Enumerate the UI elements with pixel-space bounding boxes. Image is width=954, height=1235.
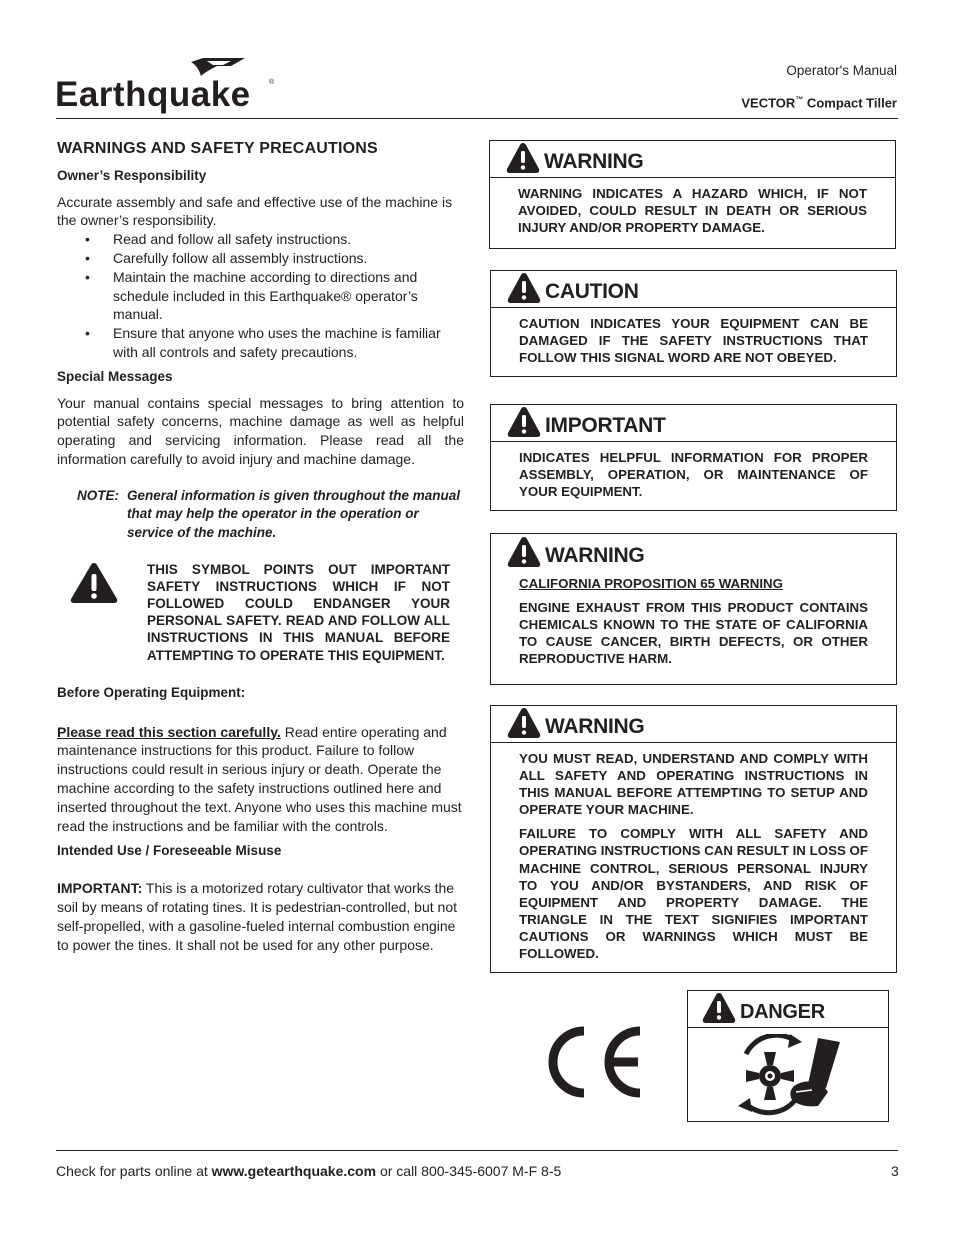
symbol-text: THIS SYMBOL POINTS OUT IMPORTANT SAFETY INSTRUCTIONS WHICH IF NOT FOLLOWED COULD ENDANGER YOUR PERSONAL SAFETY. READ AND FOLLOW ALL INSTRUCTIONS IN THIS MANUAL BEFORE ATTEMPTING TO OPERATE THIS EQUIPMENT. [147,561,450,663]
owner-heading: Owner’s Responsibility [57,167,207,183]
warning-triangle-icon [506,142,540,174]
box-text: INDICATES HELPFUL INFORMATION FOR PROPER ASSEMBLY, OPERATION, OR MAINTENANCE OF YOUR EQUIPMENT. [519,450,868,500]
box-title: CAUTION [545,280,639,303]
ce-mark-icon [542,1024,646,1100]
list-item: • Read and follow all safety instructions. [57,230,464,249]
box-text: WARNING INDICATES A HAZARD WHICH, IF NOT AVOIDED, COULD RESULT IN DEATH OR SERIOUS INJURY AND/OR PROPERTY DAMAGE. [518,186,867,236]
warning-box [489,140,896,249]
box-title: WARNING [544,150,644,173]
warning-triangle-icon [507,272,541,304]
box-title: IMPORTANT [545,414,666,437]
footer-text: Check for parts online at www.getearthquake.com or call 800-345-6007 M-F 8-5 [56,1163,562,1179]
website-link[interactable]: www.getearthquake.com [211,1163,377,1179]
owner-intro: Accurate assembly and safe and effective use of the machine is the owner’s responsibility. [57,193,453,229]
note-text: General information is given throughout the manual that may help the operator in the operation or service of the machine. [127,487,461,540]
header-rule [56,118,898,119]
intended-heading: Intended Use / Foreseeable Misuse [57,843,282,859]
intended-text: IMPORTANT: This is a motorized rotary cultivator that works the soil by means of rotating tines. It is pedestrian-controlled, but not self-propelled, with a gasoline-fueled internal combustion engine to power the tines. It shall not be used for any other purpose. [57,880,457,953]
warning-triangle-icon [507,707,541,739]
note [77,487,464,543]
rotating-tine-hazard-icon [732,1034,844,1118]
warning-triangle-icon [507,536,541,568]
svg-text:®: ® [269,79,275,86]
warning-triangle-icon [69,561,119,605]
warning-triangle-icon [702,992,736,1024]
prop65-warning-box [490,533,897,685]
product-name: VECTOR™ Compact Tiller [741,95,897,111]
operating-warning-box [490,705,897,973]
box-title: WARNING [545,715,645,738]
manual-label: Operator's Manual [786,63,897,78]
page-number: 3 [891,1163,899,1179]
list-item: • Carefully follow all assembly instructions. [57,249,464,268]
box-text: ENGINE EXHAUST FROM THIS PRODUCT CONTAINS CHEMICALS KNOWN TO THE STATE OF CALIFORNIA TO CAUSE CANCER, BIRTH DEFECTS, OR OTHER REPRODUCTIVE HARM. [519,600,868,667]
caution-box [490,270,897,377]
box-text: YOU MUST READ, UNDERSTAND AND COMPLY WITH ALL SAFETY AND OPERATING INSTRUCTIONS IN THIS MANUAL BEFORE ATTEMPTING TO SETUP AND OPERATE YOUR MACHINE. [519,751,868,818]
box-title: DANGER [740,1001,825,1023]
box-title: WARNING [545,544,645,567]
special-heading: Special Messages [57,368,173,384]
special-text: Your manual contains special messages to bring attention to potential safety concerns, machine damage as well as helpful operating and servicing information. Please read all the information carefully to avoid injury and machine damage. [57,394,464,467]
note-label: NOTE: [77,487,119,503]
box-text: FAILURE TO COMPLY WITH ALL SAFETY AND OPERATING INSTRUCTIONS CAN RESULT IN LOSS OF MACHINE CONTROL, SERIOUS PERSONAL INJURY TO YOU AND/OR BYSTANDERS, AND RISK OF EQUIPMENT AND PROPERTY DAMAGE. THE TRIANGLE IN THE TEXT SIGNIFIES IMPORTANT CAUTIONS OR WARNINGS WHICH MUST BE FOLLOWED. [519,826,868,962]
left-column [57,140,464,954]
important-box [490,404,897,511]
earthquake-logo [55,54,280,114]
section-title: WARNINGS AND SAFETY PRECAUTIONS [57,140,378,157]
safety-symbol-block [57,561,464,664]
box-text: CAUTION INDICATES YOUR EQUIPMENT CAN BE DAMAGED IF THE SAFETY INSTRUCTIONS THAT FOLLOW THIS SIGNAL WORD ARE NOT OBEYED. [519,316,868,366]
warning-triangle-icon [507,406,541,438]
before-text: Please read this section carefully. Read entire operating and maintenance instructions for this product. Failure to follow instructions could result in serious injury or death. Operate the machine according to the safety instructions outlined here and inserted throughout the text. Anyone who uses this machine must read the instructions and be familiar with the controls. [57,723,462,834]
before-heading: Before Operating Equipment: [57,684,246,700]
footer-rule [56,1150,898,1151]
box-subtitle: CALIFORNIA PROPOSITION 65 WARNING [519,576,783,591]
list-item: • Ensure that anyone who uses the machine is familiar with all controls and safety precautions. [57,324,464,362]
svg-text:Earthquake: Earthquake [55,75,251,114]
list-item: • Maintain the machine according to directions and schedule included in this Earthquake® operator’s manual. [57,268,464,324]
danger-box [687,990,889,1122]
owner-bullets [57,230,464,362]
